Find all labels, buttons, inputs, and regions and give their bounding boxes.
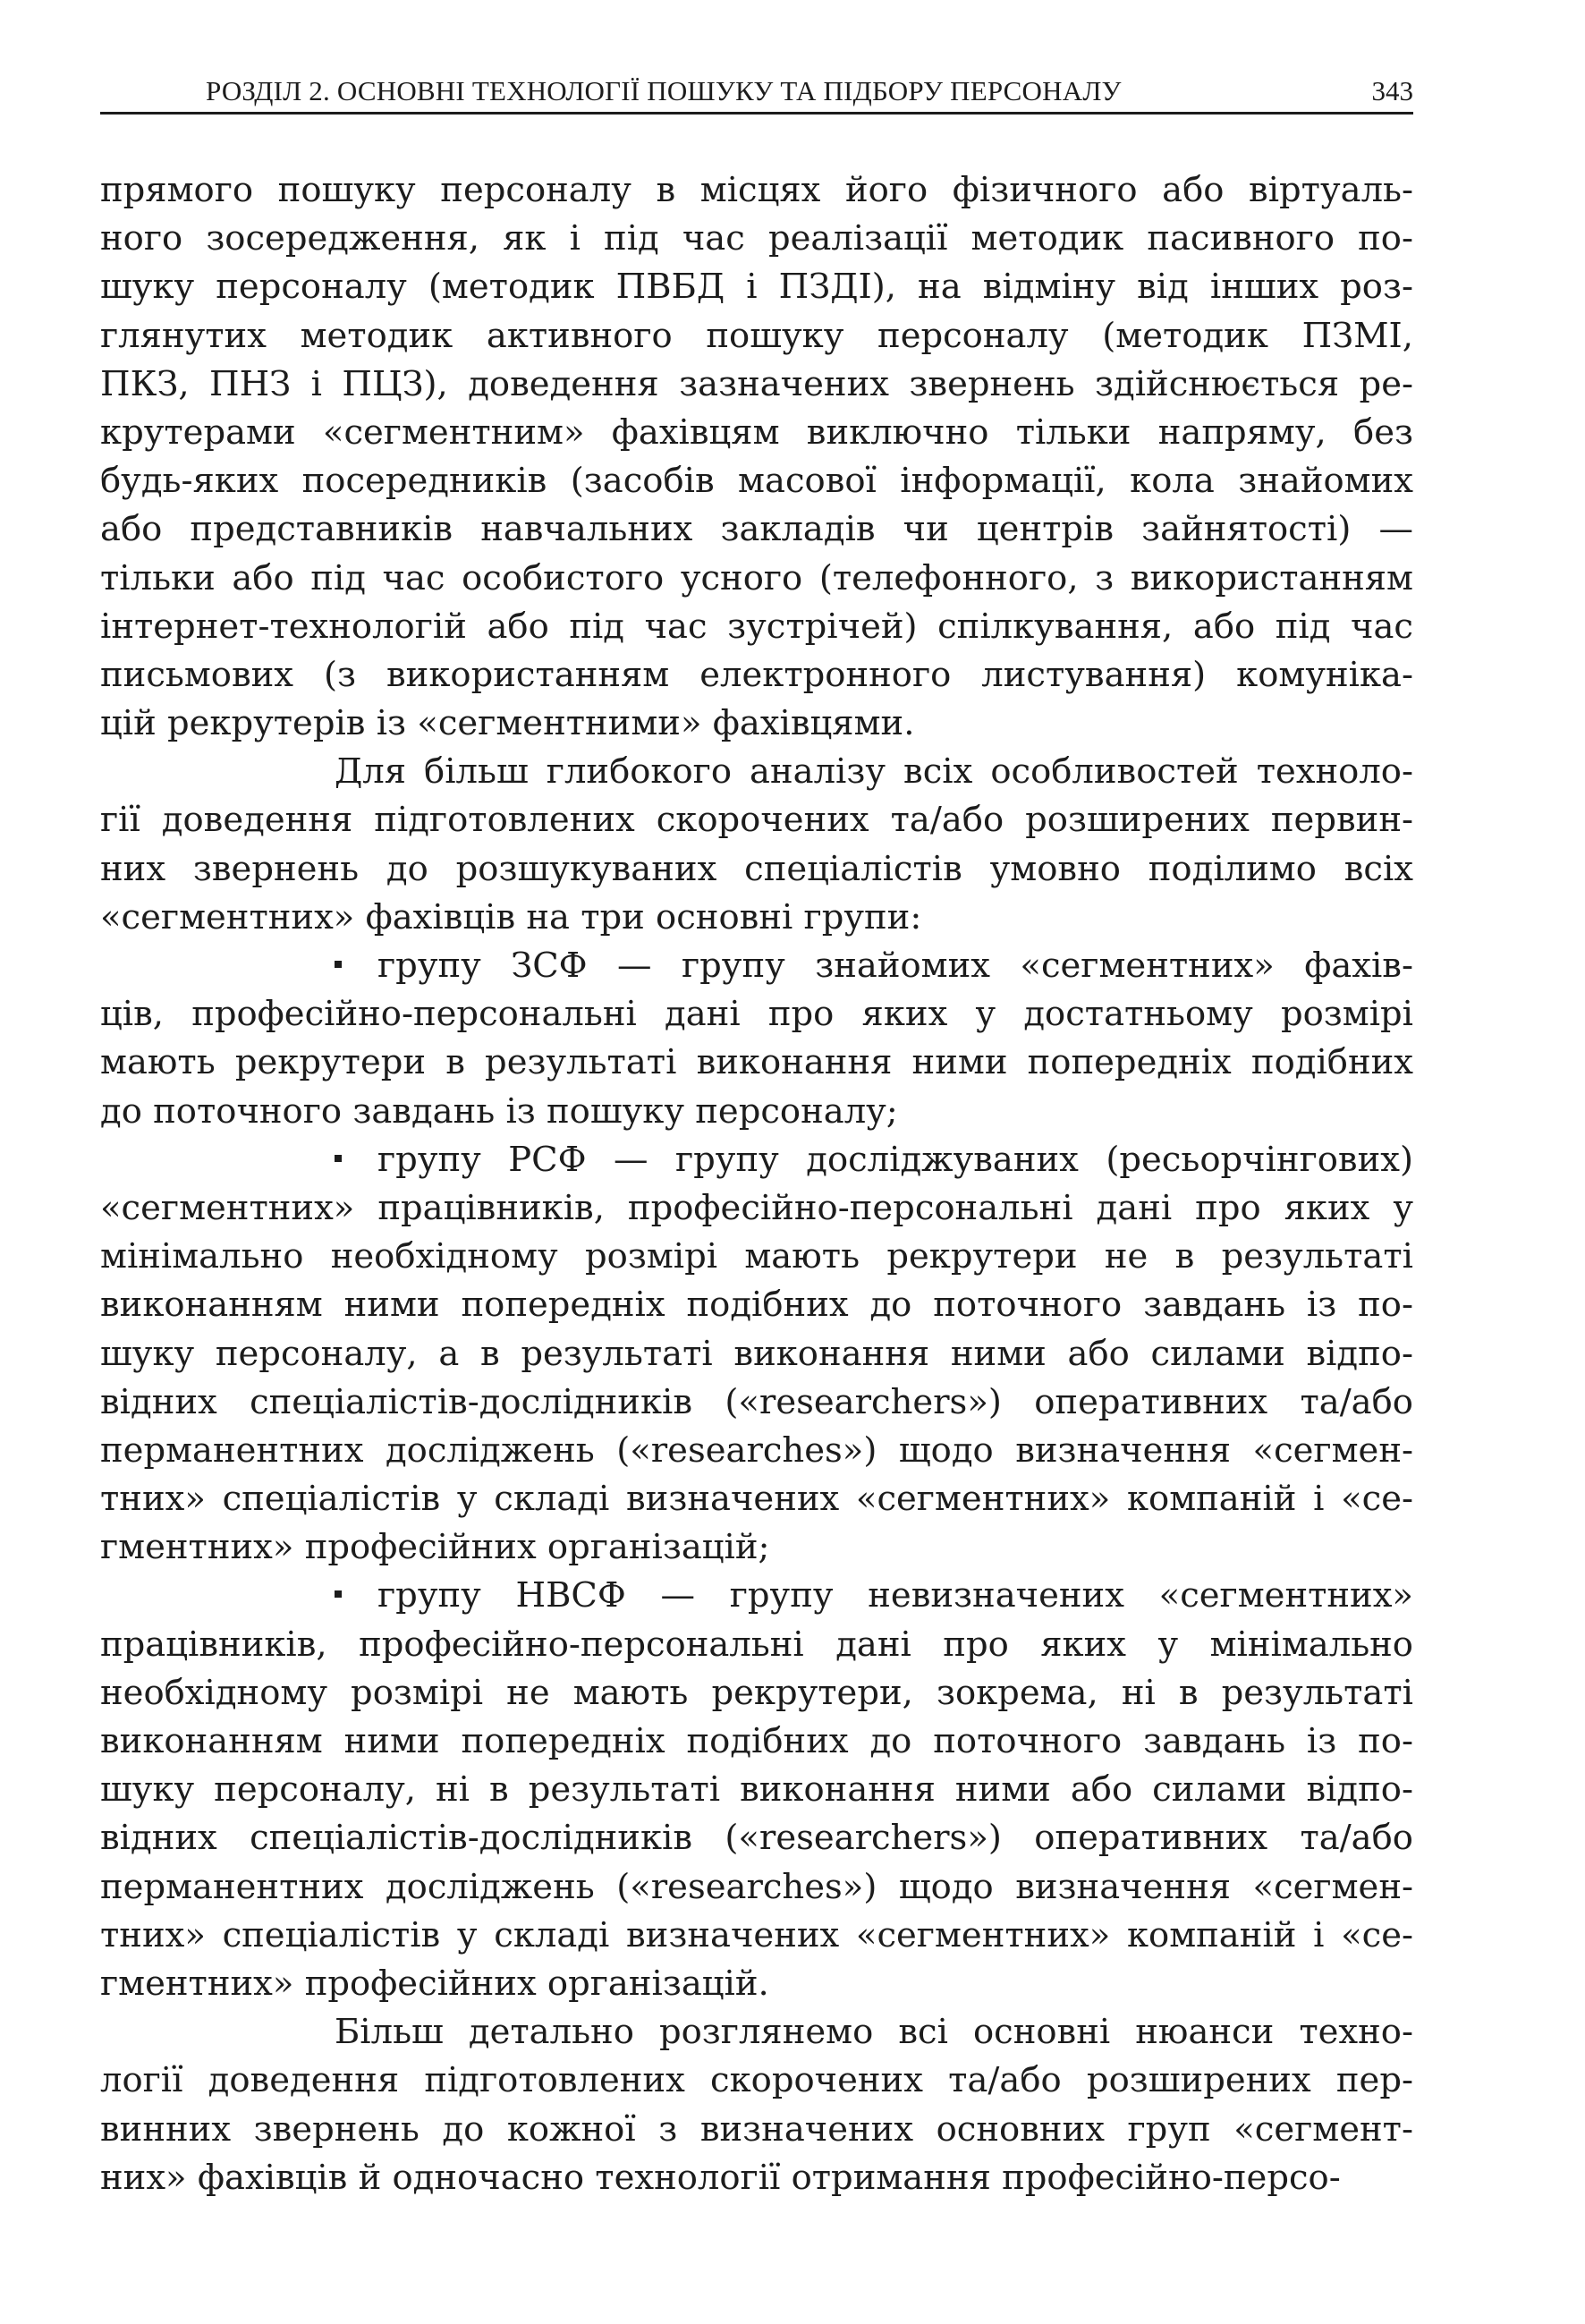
text-line: цій рекрутерів із «сегментними» фахівцями. bbox=[100, 703, 915, 744]
text-line: будь-яких посередників (засобів масової інформації, кола знайомих bbox=[100, 461, 1413, 502]
text-line: шуку персоналу (методик ПВБД і ПЗДІ), на відміну від інших роз- bbox=[100, 267, 1413, 308]
paragraph-line bbox=[100, 166, 1413, 215]
bullet-marker bbox=[335, 1590, 342, 1598]
paragraph-line bbox=[100, 1088, 1413, 1136]
paragraph-line bbox=[100, 796, 1413, 844]
text-line: мінімально необхідному розмірі мають рекрутери не в результаті bbox=[100, 1236, 1413, 1277]
paragraph-line bbox=[100, 603, 1413, 651]
paragraph-line bbox=[100, 1766, 1413, 1814]
bullet-list-item bbox=[100, 1572, 1413, 2008]
paragraph-line bbox=[100, 1718, 1413, 1766]
paragraph-line bbox=[100, 555, 1413, 603]
paragraph-line bbox=[100, 845, 1413, 894]
text-line: Для більш глибокого аналізу всіх особливостей техноло- bbox=[335, 751, 1413, 793]
text-line: тільки або під час особистого усного (телефонного, з використанням bbox=[100, 557, 1413, 598]
text-line: групу НВСФ — групу невизначених «сегментних» bbox=[377, 1575, 1413, 1616]
paragraph-line bbox=[100, 1814, 1413, 1862]
paragraph-line bbox=[100, 1475, 1413, 1523]
bullet-marker bbox=[335, 961, 342, 968]
text-line: до поточного завдань із пошуку персоналу; bbox=[100, 1090, 898, 1132]
bullet-list-item bbox=[100, 942, 1413, 1136]
paragraph-line bbox=[100, 942, 1413, 990]
paragraph-line bbox=[100, 505, 1413, 554]
paragraph-line bbox=[100, 894, 1413, 942]
paragraph-line bbox=[100, 263, 1413, 311]
text-line: логії доведення підготовлених скорочених та/або розширених пер- bbox=[100, 2060, 1413, 2101]
text-line: ПКЗ, ПНЗ і ПЦЗ), доведення зазначених звернень здійснюється ре- bbox=[100, 363, 1413, 404]
text-line: відних спеціалістів-дослідників («researchers») оперативних та/або bbox=[100, 1818, 1413, 1859]
paragraph-line bbox=[100, 2057, 1413, 2105]
paragraph-line bbox=[100, 1621, 1413, 1669]
text-line: шуку персоналу, ні в результаті виконання ними або силами відпо- bbox=[100, 1769, 1413, 1811]
text-line: ного зосередження, як і під час реалізації методик пасивного по- bbox=[100, 218, 1413, 259]
text-line: «сегментних» фахівців на три основні групи: bbox=[100, 896, 922, 937]
text-line: відних спеціалістів-дослідників («researchers») оперативних та/або bbox=[100, 1381, 1413, 1422]
text-line: групу РСФ — групу досліджуваних (ресьорчінгових) bbox=[377, 1139, 1413, 1180]
text-line: тних» спеціалістів у складі визначених «сегментних» компаній і «се- bbox=[100, 1914, 1413, 1955]
text-line: прямого пошуку персоналу в місцях його фізичного або віртуаль- bbox=[100, 170, 1413, 210]
text-line: шуку персоналу, а в результаті виконання ними або силами відпо- bbox=[100, 1333, 1413, 1374]
text-line: ців, професійно-персональні дані про яких у достатньому розмірі bbox=[100, 994, 1413, 1035]
paragraph-line bbox=[100, 651, 1413, 700]
running-header bbox=[100, 70, 1413, 115]
paragraph-line bbox=[100, 1039, 1413, 1087]
paragraph-line bbox=[100, 1863, 1413, 1912]
text-line: гії доведення підготовлених скорочених та/або розширених первин- bbox=[100, 800, 1413, 841]
paragraph-line bbox=[100, 409, 1413, 457]
text-line: «сегментних» працівників, професійно-персональні дані про яких у bbox=[100, 1187, 1413, 1228]
paragraph bbox=[100, 748, 1413, 942]
text-line: крутерами «сегментним» фахівцям виключно тільки напряму, без bbox=[100, 411, 1413, 453]
paragraph-line bbox=[100, 700, 1413, 748]
paragraph-line bbox=[100, 2106, 1413, 2154]
paragraph-line bbox=[100, 2008, 1413, 2057]
paragraph-line bbox=[100, 1912, 1413, 1960]
text-line: або представників навчальних закладів чи центрів зайнятості) — bbox=[100, 509, 1413, 550]
paragraph-line bbox=[100, 1960, 1413, 2008]
paragraph-line bbox=[100, 1572, 1413, 1620]
paragraph bbox=[100, 2008, 1413, 2202]
text-line: них звернень до розшукуваних спеціалістів умовно поділимо всіх bbox=[100, 848, 1413, 889]
running-title: РОЗДІЛ 2. ОСНОВНІ ТЕХНОЛОГІЇ ПОШУКУ ТА ПІДБОРУ ПЕРСОНАЛУ bbox=[206, 75, 1122, 106]
bullet-marker bbox=[335, 1155, 342, 1162]
text-line: тних» спеціалістів у складі визначених «сегментних» компаній і «се- bbox=[100, 1479, 1413, 1520]
text-line: Більш детально розглянемо всі основні нюанси техно- bbox=[335, 2012, 1413, 2053]
text-line: гментних» професійних організацій; bbox=[100, 1527, 770, 1568]
paragraph-line bbox=[100, 1184, 1413, 1233]
paragraph-line bbox=[100, 2154, 1413, 2202]
text-line: гментних» професійних організацій. bbox=[100, 1963, 769, 2004]
text-line: перманентних досліджень («researches») щодо визначення «сегмен- bbox=[100, 1866, 1413, 1907]
paragraph bbox=[100, 166, 1413, 748]
paragraph-line bbox=[100, 1136, 1413, 1184]
paragraph-line bbox=[100, 215, 1413, 263]
paragraph-line bbox=[100, 1233, 1413, 1281]
paragraph-line bbox=[100, 1330, 1413, 1378]
text-line: глянутих методик активного пошуку персоналу (методик ПЗМІ, bbox=[100, 315, 1413, 356]
paragraph-line bbox=[100, 1669, 1413, 1718]
text-line: інтернет-технологій або під час зустрічей) спілкування, або під час bbox=[100, 606, 1413, 647]
paragraph-line bbox=[100, 1523, 1413, 1572]
paragraph-line bbox=[100, 1378, 1413, 1427]
text-line: перманентних досліджень («researches») щодо визначення «сегмен- bbox=[100, 1429, 1413, 1471]
paragraph-line bbox=[100, 457, 1413, 505]
text-line: працівників, професійно-персональні дані про яких у мінімально bbox=[100, 1624, 1413, 1665]
text-line: групу ЗСФ — групу знайомих «сегментних» фахів- bbox=[377, 946, 1413, 986]
document-page bbox=[100, 0, 1413, 2324]
paragraph-line bbox=[100, 990, 1413, 1039]
text-line: необхідному розмірі не мають рекрутери, зокрема, ні в результаті bbox=[100, 1672, 1413, 1713]
text-line: письмових (з використанням електронного листування) комуніка- bbox=[100, 654, 1413, 695]
paragraph-line bbox=[100, 1427, 1413, 1475]
text-line: виконанням ними попередніх подібних до поточного завдань із по- bbox=[100, 1285, 1413, 1326]
paragraph-line bbox=[100, 312, 1413, 360]
text-line: мають рекрутери в результаті виконання ними попередніх подібних bbox=[100, 1042, 1413, 1083]
page-number: 343 bbox=[1371, 75, 1413, 106]
paragraph-line bbox=[100, 1281, 1413, 1329]
paragraph-line bbox=[100, 360, 1413, 409]
text-line: виконанням ними попередніх подібних до поточного завдань із по- bbox=[100, 1721, 1413, 1761]
text-line: винних звернень до кожної з визначених основних груп «сегмент- bbox=[100, 2108, 1413, 2150]
paragraph-line bbox=[100, 748, 1413, 796]
bullet-list-item bbox=[100, 1136, 1413, 1573]
text-line: них» фахівців й одночасно технології отримання професійно-персо- bbox=[100, 2157, 1341, 2198]
body-text bbox=[100, 166, 1413, 2202]
